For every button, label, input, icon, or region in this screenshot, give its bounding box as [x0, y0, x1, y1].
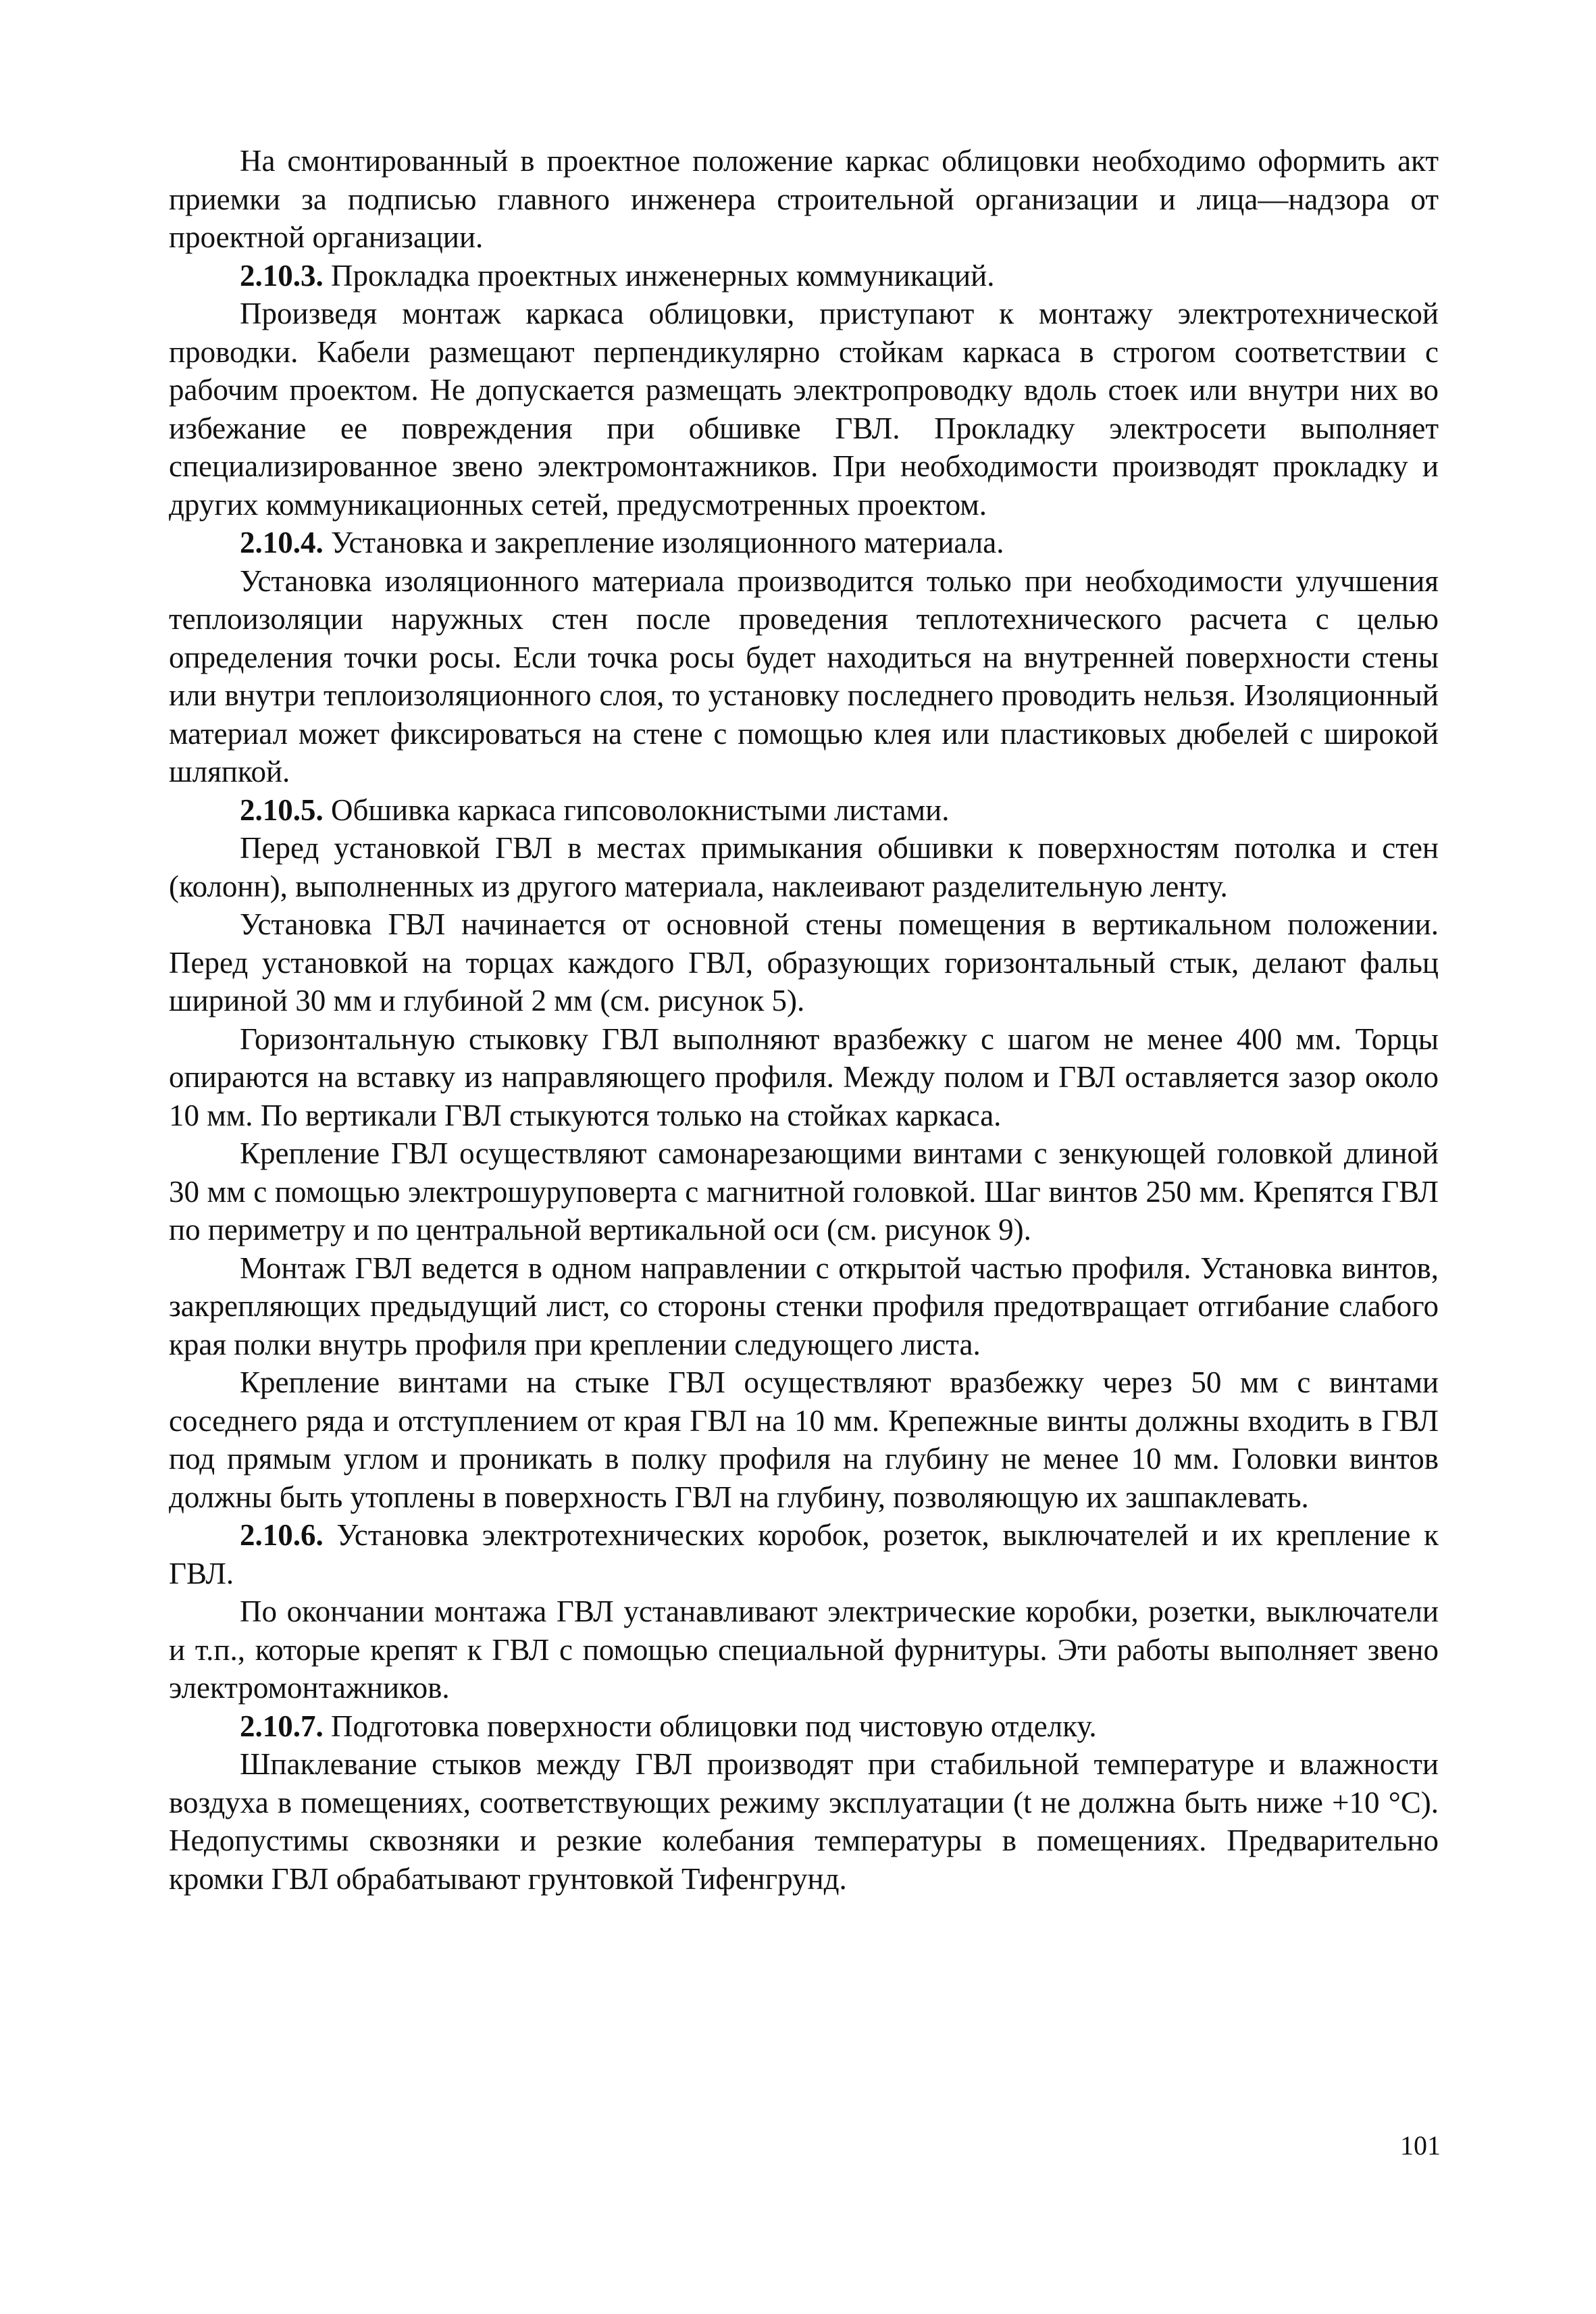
- document-body: [169, 142, 1439, 1898]
- section-title: Обшивка каркаса гипсоволокнистыми листами.: [323, 793, 950, 827]
- paragraph: [169, 1592, 1439, 1707]
- paragraph-text: На смонтированный в проектное положение каркас облицовки необходимо оформить акт приемки за подписью главного инженера строительной организации и лица—надзора от проектной организации.: [169, 144, 1439, 254]
- paragraph-text: Установка ГВЛ начинается от основной стены помещения в вертикальном положении. Перед установкой на торцах каждого ГВЛ, образующих горизонтальный стык, делают фальц шириной 30 мм и глубиной 2 мм (см. рисунок 5).: [169, 907, 1439, 1017]
- paragraph-text: Монтаж ГВЛ ведется в одном направлении с открытой частью профиля. Установка винтов, закрепляющих предыдущий лист, со стороны стенки профиля предотвращает отгибание слабого края полки внутрь профиля при креплении следующего листа.: [169, 1251, 1439, 1361]
- paragraph-text: Горизонтальную стыковку ГВЛ выполняют вразбежку с шагом не менее 400 мм. Торцы опираются на вставку из направляющего профиля. Между полом и ГВЛ оставляется зазор около 10 мм. По вертикали ГВЛ стыкуются только на стойках каркаса.: [169, 1022, 1439, 1132]
- section-title: Установка электротехнических коробок, розеток, выключателей и их крепление к ГВЛ.: [169, 1518, 1439, 1590]
- section-number: 2.10.4.: [240, 526, 324, 559]
- section-heading: [169, 524, 1439, 562]
- paragraph-text: Крепление ГВЛ осуществляют самонарезающими винтами с зенкующей головкой длиной 30 мм с помощью электрошуруповерта с магнитной головкой. Шаг винтов 250 мм. Крепятся ГВЛ по периметру и по центральной вертикальной оси (см. рисунок 9).: [169, 1136, 1439, 1247]
- section-title: Прокладка проектных инженерных коммуникаций.: [323, 258, 995, 293]
- paragraph: [169, 562, 1439, 791]
- section-title: Подготовка поверхности облицовки под чистовую отделку.: [323, 1709, 1097, 1743]
- section-number: 2.10.3.: [240, 258, 324, 293]
- section-title: Установка и закрепление изоляционного материала.: [323, 526, 1004, 559]
- paragraph: [169, 829, 1439, 905]
- paragraph: [169, 295, 1439, 524]
- paragraph: [169, 1363, 1439, 1516]
- section-heading: [169, 791, 1439, 830]
- section-number: 2.10.5.: [240, 793, 324, 827]
- paragraph: [169, 1249, 1439, 1364]
- paragraph: [169, 142, 1439, 257]
- paragraph-text: Крепление винтами на стыке ГВЛ осуществляют вразбежку через 50 мм с винтами соседнего ряда и отступлением от края ГВЛ на 10 мм. Крепежные винты должны входить в ГВЛ под прямым углом и проникать в полку профиля на глубину не менее 10 мм. Головки винтов должны быть утоплены в поверхность ГВЛ на глубину, позволяющую их зашпаклевать.: [169, 1365, 1439, 1514]
- paragraph-text: Шпаклевание стыков между ГВЛ производят при стабильной температуре и влажности воздуха в помещениях, соответствующих режиму эксплуатации (t не должна быть ниже +10 °С). Недопустимы сквозняки и резкие колебания температуры в помещениях. Предварительно кромки ГВЛ обрабатывают грунтовкой Тифенгрунд.: [169, 1747, 1439, 1896]
- section-number: 2.10.6.: [240, 1518, 324, 1552]
- section-number: 2.10.7.: [240, 1709, 324, 1743]
- paragraph: [169, 905, 1439, 1020]
- paragraph: [169, 1134, 1439, 1249]
- page-number: 101: [1400, 2130, 1441, 2161]
- paragraph-text: По окончании монтажа ГВЛ устанавливают электрические коробки, розетки, выключатели и т.п., которые крепят к ГВЛ с помощью специальной фурнитуры. Эти работы выполняет звено электромонтажников.: [169, 1594, 1439, 1705]
- paragraph: [169, 1745, 1439, 1898]
- paragraph-text: Перед установкой ГВЛ в местах примыкания обшивки к поверхностям потолка и стен (колонн), выполненных из другого материала, наклеивают разделительную ленту.: [169, 831, 1439, 903]
- paragraph-text: Произведя монтаж каркаса облицовки, приступают к монтажу электротехнической проводки. Кабели размещают перпендикулярно стойкам каркаса в строгом соответствии с рабочим проектом. Не допускается размещать электропроводку вдоль стоек или внутри них во избежание ее повреждения при обшивке ГВЛ. Прокладку электросети выполняет специализированное звено электромонтажников. При необходимости производят прокладку и других коммуникационных сетей, предусмотренных проектом.: [169, 297, 1439, 522]
- paragraph: [169, 1020, 1439, 1135]
- paragraph-text: Установка изоляционного материала производится только при необходимости улучшения теплоизоляции наружных стен после проведения теплотехнического расчета с целью определения точки росы. Если точка росы будет находиться на внутренней поверхности стены или внутри теплоизоляционного слоя, то установку последнего проводить нельзя. Изоляционный материал может фиксироваться на стене с помощью клея или пластиковых дюбелей с широкой шляпкой.: [169, 563, 1439, 788]
- section-heading: [169, 1516, 1439, 1592]
- section-heading: [169, 1707, 1439, 1746]
- section-heading: [169, 257, 1439, 295]
